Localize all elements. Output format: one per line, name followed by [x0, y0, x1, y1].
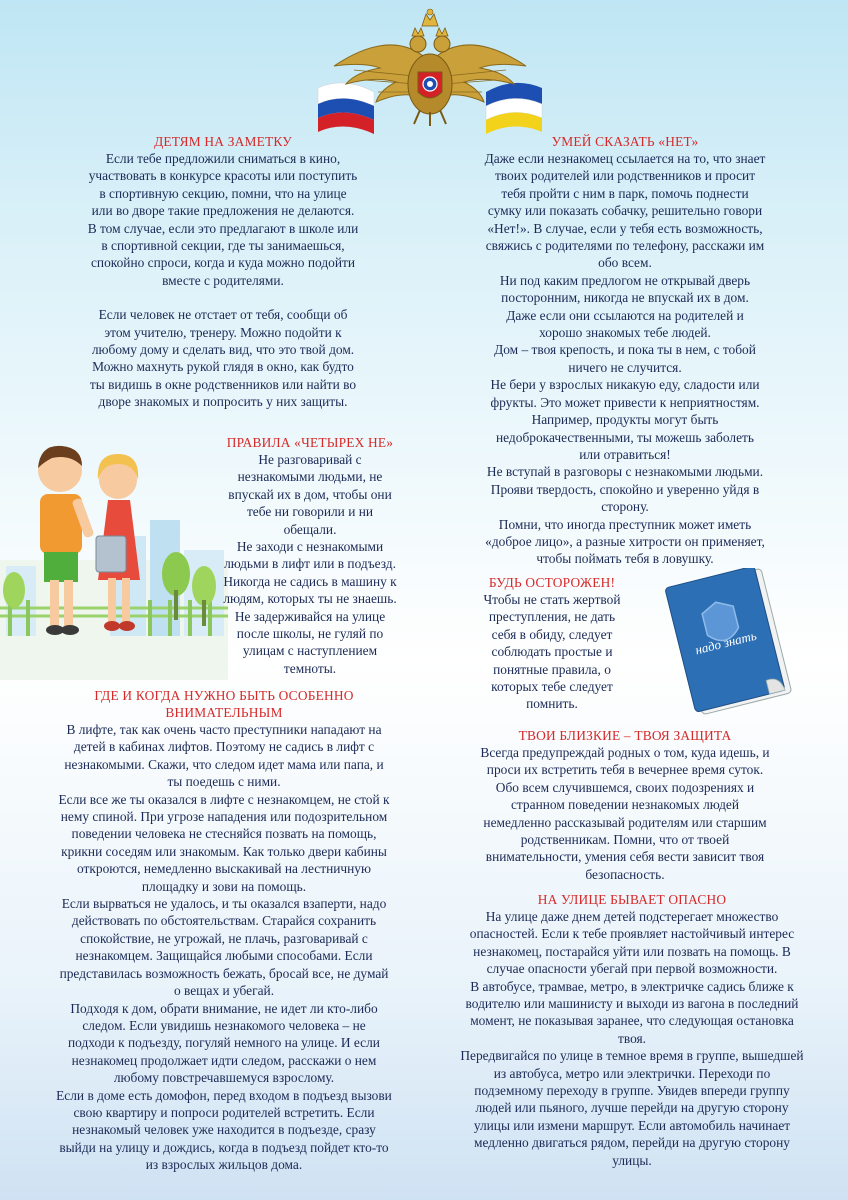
section-close-ones: [448, 727, 802, 883]
section-title: НА УЛИЦЕ БЫВАЕТ ОПАСНО: [537, 892, 727, 907]
text-line: откроются, немедленно выскакивай на лестничную: [77, 861, 371, 877]
text-line: спокойствие, не угрожай, не плачь, разговаривай с: [80, 930, 368, 946]
text-line: обещали.: [283, 521, 337, 537]
section-title: ДЕТЯМ НА ЗАМЕТКУ: [154, 134, 292, 149]
text-line: фрукты. Это может привести к неприятностям.: [490, 394, 760, 410]
section-title: ПРАВИЛА «ЧЕТЫРЕХ НЕ»: [226, 435, 394, 450]
section-body: [448, 744, 802, 883]
text-line: площадку и зови на помощь.: [141, 878, 307, 894]
text-line: тебе ни говорили и ни: [246, 504, 374, 520]
text-line: твоих родителей или родственников и просит: [494, 168, 756, 184]
text-line: немедленно рассказывай родителям или старшим: [483, 814, 767, 830]
text-line: Даже если незнакомец ссылается на то, что знает: [484, 151, 766, 166]
text-line: [58, 289, 388, 306]
text-line: Не вступай в разговоры с незнакомыми людьми.: [486, 464, 764, 480]
text-line: внимательности, умения себя вести зависит твоя: [485, 849, 765, 865]
section-body: [28, 721, 420, 1174]
text-line: Не задерживайся на улице: [234, 608, 386, 624]
text-line: в спортивную секцию, помни, что на улице: [99, 185, 347, 201]
text-line: темноты.: [283, 660, 337, 676]
text-line: о вещах и убегай.: [173, 983, 275, 999]
text-line: незнакомыми людьми, не: [237, 469, 383, 485]
book-illustration: [660, 568, 800, 718]
text-line: обо всем.: [598, 255, 652, 271]
text-line: посторонним, никогда не впускай их в дом.: [501, 290, 749, 306]
text-line: действовать по обстоятельствам. Старайся сохранить: [71, 913, 377, 929]
text-line: Не разговаривай с: [258, 452, 362, 467]
section-title-line-1: ГДЕ И КОГДА НУЖНО БЫТЬ ОСОБЕННО: [94, 688, 354, 703]
text-line: Если тебе предложили сниматься в кино,: [105, 151, 341, 166]
section-say-no: [454, 133, 796, 568]
text-line: Если вырваться не удалось, и ты оказался взаперти, надо: [61, 896, 387, 912]
text-line: опасностей. Если к тебе проявляет настойчивый интерес: [469, 926, 795, 942]
text-line: В автобусе, трамвае, метро, в электричке садись ближе к: [470, 978, 794, 994]
section-four-nots: [218, 434, 402, 677]
text-line: или отравиться!: [579, 446, 671, 462]
text-line: ты видишь в окне родственников или найти во: [89, 376, 357, 392]
text-line: На улице даже днем детей подстерегает множество: [485, 909, 779, 924]
text-line: ничего не случится.: [568, 359, 682, 375]
text-line: чтобы поймать тебя в ловушку.: [536, 551, 714, 567]
section-body: [218, 451, 402, 677]
section-be-careful: [468, 574, 636, 713]
text-line: улицы.: [612, 1152, 652, 1168]
text-line: странном поведении незнакомых людей: [510, 797, 740, 813]
text-line: участвовать в конкурсе красоты или поступить: [88, 168, 358, 184]
text-line: дворе знакомых и попросить у них защиты.: [98, 394, 348, 410]
section-body: [58, 150, 388, 411]
text-line: момент, не показывая заранее, что следующая остановка: [470, 1013, 794, 1029]
text-line: Чтобы не стать жертвой: [483, 592, 621, 607]
text-line: твоя.: [617, 1030, 647, 1046]
text-line: свяжись с родителями по телефону, расскажи им: [485, 238, 765, 254]
section-street-danger: [432, 891, 832, 1169]
text-line: Не бери у взрослых никакую еду, сладости или: [490, 377, 760, 393]
text-line: Обо всем случившемся, своих подозрениях и: [495, 779, 755, 795]
text-line: Даже если они ссылаются на родителей и: [506, 307, 744, 323]
text-line: из взрослых жильцов дома.: [145, 1157, 303, 1173]
text-line: Если все же ты оказался в лифте с незнакомцем, не стой к: [58, 791, 390, 807]
text-line: Если человек не отстает от тебя, сообщи об: [98, 307, 348, 323]
text-line: выйди на улицу и дождись, когда в подъезд пойдет кто-то: [59, 1139, 389, 1155]
text-line: или во дворе такие предложения не делаются.: [91, 203, 355, 219]
text-line: Если в доме есть домофон, перед входом в подъезд вызови: [56, 1087, 392, 1103]
text-line: впускай их в дом, чтобы они: [228, 486, 392, 502]
text-line: родственникам. Помни, что от твоей: [520, 832, 730, 848]
text-line: случае опасности убегай при первой возможности.: [486, 961, 778, 977]
text-line: «Нет!». В случае, если у тебя есть возможность,: [487, 220, 763, 236]
text-line: Передвигайся по улице в темное время в группе, вышедшей: [460, 1048, 804, 1064]
text-line: Прояви твердость, спокойно и уверенно уйдя в: [490, 481, 760, 497]
text-line: после школы, не гуляй по: [236, 626, 384, 642]
text-line: Ни под каким предлогом не открывай дверь: [499, 272, 751, 288]
text-line: этом учителю, тренеру. Можно подойти к: [104, 324, 342, 340]
text-line: людям, которых ты не знаешь.: [223, 591, 397, 607]
section-body: [468, 591, 636, 713]
text-line: хорошо знакомых тебе людей.: [539, 325, 711, 341]
text-line: крикни соседям или знакомым. Как только двери кабины: [61, 843, 387, 859]
text-line: улицам с наступлением: [242, 643, 378, 659]
text-line: представилась возможность бежать, бросай все, не думай: [59, 965, 389, 981]
text-line: медленно двигаться рядом, перейди на другую сторону: [474, 1135, 790, 1151]
text-line: подходи к подъезду, погуляй немного на улице. И если: [68, 1035, 380, 1051]
text-line: помнить.: [526, 696, 578, 712]
text-line: сторону.: [601, 499, 649, 515]
section-title: ТВОИ БЛИЗКИЕ – ТВОЯ ЗАЩИТА: [518, 728, 732, 743]
text-line: преступления, не дать: [488, 609, 616, 625]
section-title-line-2: ВНИМАТЕЛЬНЫМ: [165, 705, 283, 720]
section-body: [454, 150, 796, 568]
text-line: незнакомец продолжает идти следом, расскажи о нем: [71, 1052, 377, 1068]
text-line: поведении человека не стесняйся позвать на помощь,: [71, 826, 377, 842]
text-line: тебя пройти с ним в парк, помочь поднести: [501, 185, 749, 201]
text-line: Дом – твоя крепость, и пока ты в нем, с тобой: [494, 342, 756, 358]
text-line: следом. Если увидишь незнакомого человека – не: [82, 1017, 366, 1033]
section-careful-where: [28, 687, 420, 1174]
text-line: спокойно спроси, когда и куда можно подойти: [90, 255, 356, 271]
text-line: В лифте, так как очень часто преступники нападают на: [66, 722, 382, 737]
text-line: незнакомыми. Скажи, что следом идет мама или папа, и: [64, 756, 384, 772]
text-line: незнакомый человек уже находится в подъезде, сразу: [72, 1122, 376, 1138]
section-title: БУДЬ ОСТОРОЖЕН!: [488, 575, 616, 590]
text-line: В том случае, если это предлагают в школе или: [87, 220, 359, 236]
text-line: себя в обиду, следует: [491, 626, 613, 642]
text-line: людей или пьяного, лучше перейди на другую сторону: [475, 1100, 789, 1116]
text-line: проси их встретить тебя в вечернее время суток.: [486, 762, 764, 778]
section-title: УМЕЙ СКАЗАТЬ «НЕТ»: [551, 134, 699, 149]
text-line: людьми в лифт или в подъезд.: [224, 556, 396, 572]
text-line: ты поедешь с ними.: [167, 774, 281, 790]
text-line: незнакомец, постарайся уйти или позвать на помощь. В: [473, 943, 791, 959]
text-line: Всегда предупреждай родных о том, куда идешь, и: [480, 745, 770, 760]
text-line: незнакомцем. Защищайся любыми способами. Если: [75, 948, 373, 964]
text-line: безопасность.: [585, 866, 665, 882]
text-line: из автобуса, метро или электрички. Переходи по: [493, 1065, 771, 1081]
text-line: улицы или измени маршрут. Если автомобиль начинает: [473, 1117, 791, 1133]
text-line: Никогда не садись в машину к: [223, 573, 397, 589]
text-line: Подходя к дом, обрати внимание, не идет ли кто-либо: [70, 1000, 378, 1016]
text-line: понятные правила, о: [493, 661, 611, 677]
text-line: сумку или показать собачку, решительно говори: [487, 203, 763, 219]
text-line: водителю или машинисту и выходи из вагона в последний: [465, 996, 799, 1012]
text-line: любому повстречавшемуся взрослому.: [113, 1070, 335, 1086]
text-line: в спортивной секции, где ты занимаешься,: [101, 238, 345, 254]
text-line: любому дому и сделать вид, что это твой дом.: [91, 342, 355, 358]
text-line: «доброе лицо», а разные хитрости он применяет,: [485, 533, 765, 549]
text-line: соблюдать простые и: [491, 644, 613, 660]
book-cover-text: надо знать: [693, 627, 758, 658]
text-line: Например, продукты могут быть: [531, 412, 719, 428]
text-line: Не заходи с незнакомыми: [236, 539, 384, 555]
text-line: свою квартиру и попроси родителей встретить. Если: [73, 1104, 375, 1120]
text-line: которых тебе следует: [491, 679, 613, 695]
eagle-emblem: [314, 6, 546, 136]
text-line: нему спиной. При угрозе нападения или подозрительном: [60, 809, 388, 825]
text-line: детей в кабинах лифтов. Поэтому не садись в лифт с: [73, 739, 375, 755]
text-line: подземному переходу в группе. Увидев впереди группу: [474, 1083, 790, 1099]
section-body: [432, 908, 832, 1169]
text-line: Помни, что иногда преступник может иметь: [498, 516, 752, 532]
children-illustration: [0, 440, 228, 680]
section-children-note: [58, 133, 388, 411]
text-line: Можно махнуть рукой глядя в окно, как будто: [92, 359, 354, 375]
text-line: вместе с родителями.: [162, 272, 284, 288]
text-line: недоброкачественными, ты можешь заболеть: [496, 429, 754, 445]
